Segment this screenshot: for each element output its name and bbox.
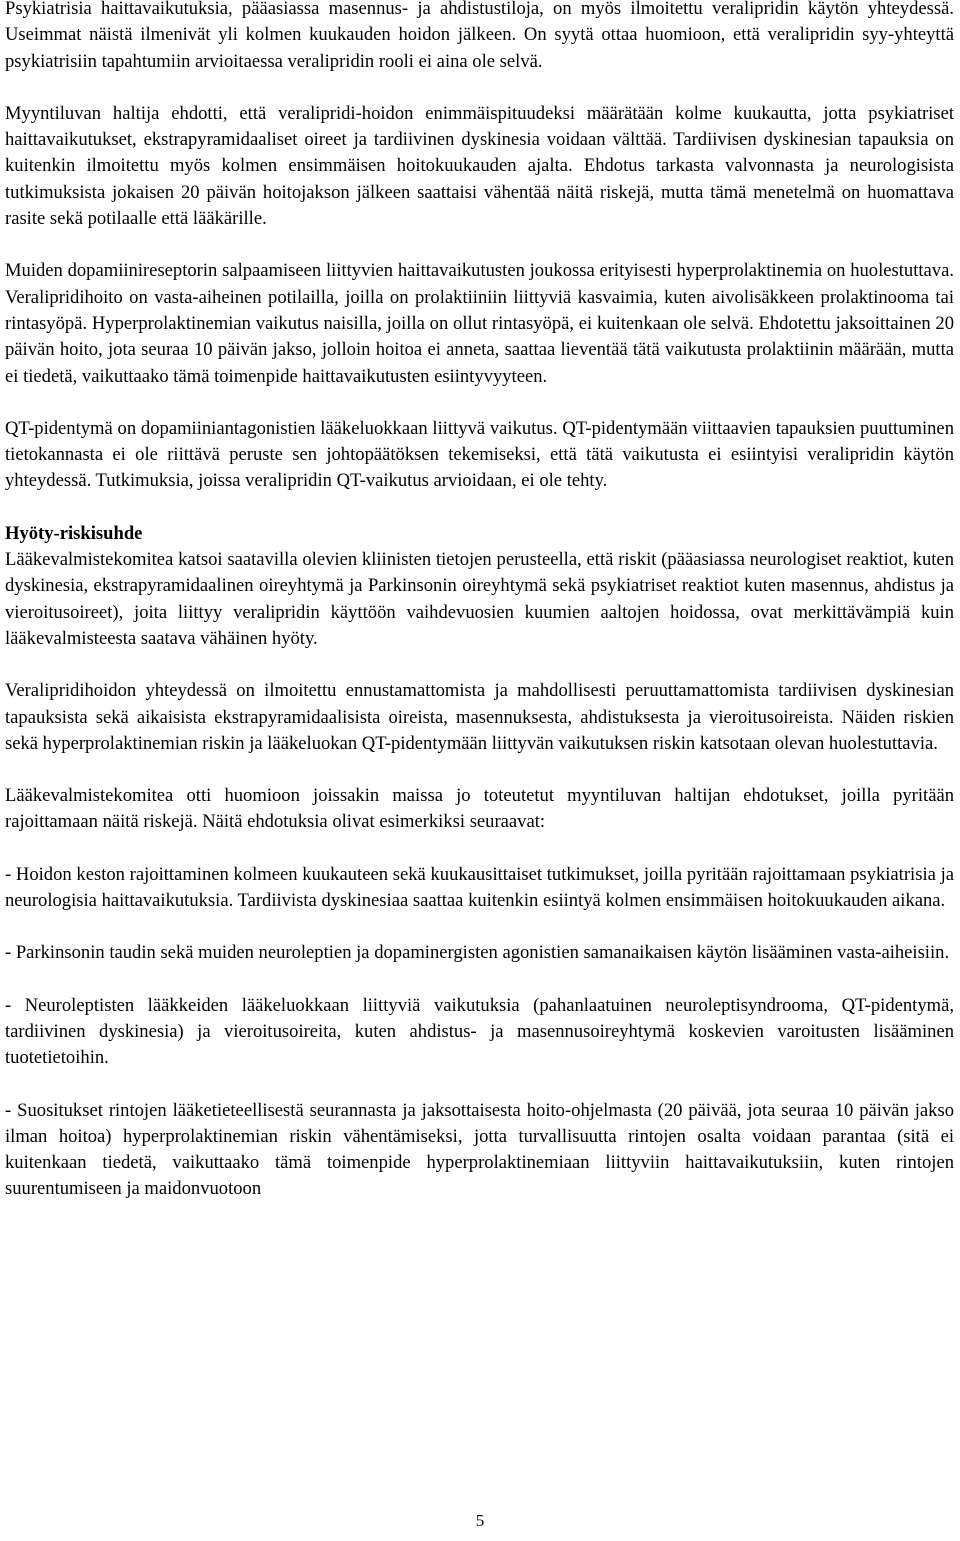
paragraph-psychiatric-effects: Psykiatrisia haittavaikutuksia, pääasiassa masennus- ja ahdistustiloja, on myös ilmoitettu veralipridin käytön yhteydessä. Useimmat näistä ilmenivät yli kolmen kuukauden hoidon jälkeen. On syytä ottaa huomioon, että veralipridin syy-yhteyttä psykiatrisiin tapahtumiin arvioitaessa veralipridin rooli ei aina ole selvä. bbox=[5, 0, 954, 72]
list-item-breast-monitoring: - Suositukset rintojen lääketieteellisestä seurannasta ja jaksottaisesta hoito-ohjelmasta (20 päivää, jota seuraa 10 päivän jakso ilman hoitoa) hyperprolaktinemian riskin vähentämiseksi, jotta turvallisuutta rintojen osalta voidaan parantaa (sitä ei kuitenkaan tiedetä, vaikuttaako tämä toimenpide hyperprolaktinemiaan liittyviin haittavaikutuksiin, kuten rintojen suurentumiseen ja maidonvuotoon bbox=[5, 1099, 954, 1200]
paragraph-proposals-intro: Lääkevalmistekomitea otti huomioon joissakin maissa jo toteutetut myyntiluvan haltijan ehdotukset, joilla pyritään rajoittamaan näitä riskejä. Näitä ehdotuksia olivat esimerkiksi seuraavat: bbox=[5, 785, 954, 833]
section-heading-benefit-risk: Hyöty-riskisuhde bbox=[5, 522, 143, 544]
paragraph-committee-assessment: Lääkevalmistekomitea katsoi saatavilla olevien kliinisten tietojen perusteella, että riskit (pääasiassa neurologiset reaktiot, kuten dyskinesia, ekstrapyramidaalinen oireyhtymä ja Parkinsonin oireyhtymä sekä psykiatriset reaktiot kuten masennus, ahdistus ja vieroitusoireet), joita liittyy veralipridin käyttöön vaihdevuosien kuumien aaltojen hoidossa, ovat merkittävämpiä kuin lääkevalmisteesta saatava vähäinen hyöty. bbox=[5, 549, 954, 649]
list-item-contraindications: - Parkinsonin taudin sekä muiden neuroleptien ja dopaminergisten agonistien samanaikaisen käytön lisääminen vasta-aiheisiin. bbox=[5, 942, 950, 964]
paragraph-reported-risks: Veralipridihoidon yhteydessä on ilmoitettu ennustamattomista ja mahdollisesti peruuttamattomista tardiivisen dyskinesian tapauksista sekä aikaisista ekstrapyramidaalisista oireista, masennuksesta, ahdistuksesta ja vieroitusoireista. Näiden riskien sekä hyperprolaktinemian riskin ja lääkeluokan QT-pidentymään liittyvän vaikutuksen riskin katsotaan olevan huolestuttavia. bbox=[5, 680, 954, 754]
list-item-warnings: - Neuroleptisten lääkkeiden lääkeluokkaan liittyviä vaikutuksia (pahanlaatuinen neuroleptisyndrooma, QT-pidentymä, tardiivinen dyskinesia) ja vieroitusoireita, kuten ahdistus- ja masennusoireyhtymä koskevien varoitusten lisääminen tuotetietoihin. bbox=[5, 994, 954, 1069]
paragraph-hyperprolactinemia: Muiden dopamiinireseptorin salpaamiseen liittyvien haittavaikutusten joukossa erityisesti hyperprolaktinemia on huolestuttava. Veralipridihoito on vasta-aiheinen potilailla, joilla on prolaktiiniin liittyviä kasvaimia, kuten aivolisäkkeen prolaktinooma tai rintasyöpä. Hyperprolaktinemian vaikutus naisilla, joilla on ollut rintasyöpä, ei kuitenkaan ole selvä. Ehdotettu jaksoittainen 20 päivän hoito, jota seuraa 10 päivän jakso, jolloin hoitoa ei anneta, saattaa lieventää tätä vaikutusta prolaktiinin määrään, mutta ei tiedetä, vaikuttaako tämä toimenpide haittavaikutusten esiintyvyyteen. bbox=[5, 260, 954, 387]
paragraph-qt-prolongation: QT-pidentymä on dopamiiniantagonistien lääkeluokkaan liittyvä vaikutus. QT-pidentymään viittaavien tapauksien puuttuminen tietokannasta ei ole riittävä peruste sen johtopäätöksen tekemiseksi, että tätä vaikutusta ei esiintyisi veralipridin käytön yhteydessä. Tutkimuksia, joissa veralipridin QT-vaikutus arvioidaan, ei ole tehty. bbox=[5, 417, 954, 492]
paragraph-treatment-duration: Myyntiluvan haltija ehdotti, että veralipridi-hoidon enimmäispituudeksi määrätään kolme kuukautta, jotta psykiatriset haittavaikutukset, ekstrapyramidaaliset oireet ja tardiivinen dyskinesia voidaan välttää. Tardiivisen dyskinesian tapauksia on kuitenkin ilmoitettu myös kolmen ensimmäisen hoitokuukauden ajalta. Ehdotus tarkasta valvonnasta ja neurologisista tutkimuksista jokaisen 20 päivän hoitojakson jälkeen saattaisi vähentää näitä riskejä, mutta tämä menetelmä on huomattava rasite sekä potilaalle että lääkärille. bbox=[5, 102, 954, 230]
document-page bbox=[5, 0, 954, 1229]
list-item-duration-limit: - Hoidon keston rajoittaminen kolmeen kuukauteen sekä kuukausittaiset tutkimukset, joilla pyritään rajoittamaan psykiatrisia ja neurologisia haittavaikutuksia. Tardiivista dyskinesiaa saattaa kuitenkin esiintyä kolmen ensimmäisen hoitokuukauden aikana. bbox=[5, 863, 954, 912]
page-number: 5 bbox=[475, 1511, 485, 1530]
